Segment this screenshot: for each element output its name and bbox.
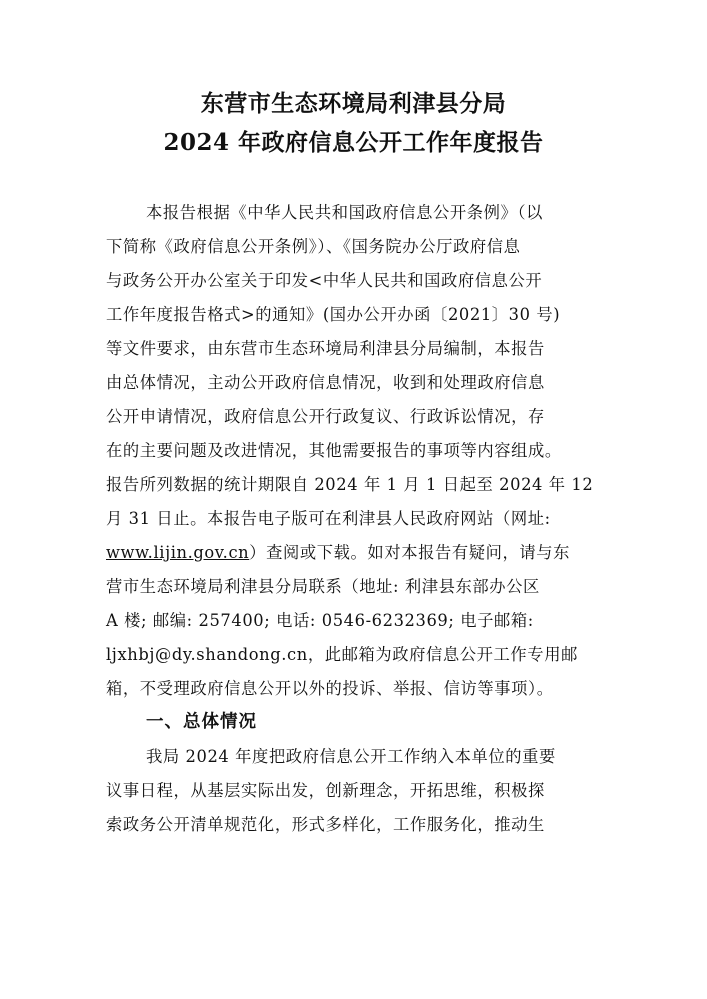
- intro-line-4: 工作年度报告格式>的通知》(国办公开办函〔2021〕30 号): [106, 305, 561, 324]
- section-heading-general: 一、总体情况: [146, 712, 257, 732]
- section1-line-1: 我局 2024 年度把政府信息公开工作纳入本单位的重要: [146, 747, 556, 766]
- intro-line-1: 本报告根据《中华人民共和国政府信息公开条例》（以: [146, 203, 544, 222]
- intro-line-3: 与政务公开办公室关于印发<中华人民共和国政府信息公开: [106, 271, 543, 290]
- report-title-line1: 东营市生态环境局利津县分局: [200, 90, 507, 117]
- intro-line-12: 营市生态环境局利津县分局联系（地址: 利津县东部办公区: [106, 577, 540, 596]
- intro-line-15: 箱，不受理政府信息公开以外的投诉、举报、信访等事项）。: [106, 679, 554, 698]
- intro-line-11-rest: ）查阅或下载。如对本报告有疑问，请与东: [249, 543, 571, 562]
- section1-line-3: 索政务公开清单规范化，形式多样化，工作服务化，推动生: [106, 815, 545, 834]
- intro-line-7: 公开申请情况，政府信息公开行政复议、行政诉讼情况，存: [106, 407, 545, 426]
- intro-line-2: 下简称《政府信息公开条例》）、《国务院办公厅政府信息: [106, 237, 521, 256]
- intro-line-13: A 楼; 邮编: 257400; 电话: 0546-6232369; 电子邮箱:: [106, 611, 534, 630]
- intro-line-10: 月 31 日止。本报告电子版可在利津县人民政府网站（网址:: [106, 509, 551, 528]
- intro-line-11: [106, 542, 570, 564]
- section1-line-2: 议事日程，从基层实际出发，创新理念，开拓思维，积极探: [106, 781, 545, 800]
- report-title-line2: 2024 年政府信息公开工作年度报告: [163, 129, 544, 156]
- intro-line-8: 在的主要问题及改进情况，其他需要报告的事项等内容组成。: [106, 441, 562, 460]
- intro-line-6: 由总体情况，主动公开政府信息情况，收到和处理政府信息: [106, 373, 545, 392]
- website-link[interactable]: www.lijin.gov.cn: [106, 543, 250, 562]
- intro-line-9: 报告所列数据的统计期限自 2024 年 1 月 1 日起至 2024 年 12: [106, 475, 594, 494]
- intro-line-5: 等文件要求，由东营市生态环境局利津县分局编制，本报告: [106, 339, 545, 358]
- intro-line-14: ljxhbj@dy.shandong.cn，此邮箱为政府信息公开工作专用邮: [106, 645, 578, 664]
